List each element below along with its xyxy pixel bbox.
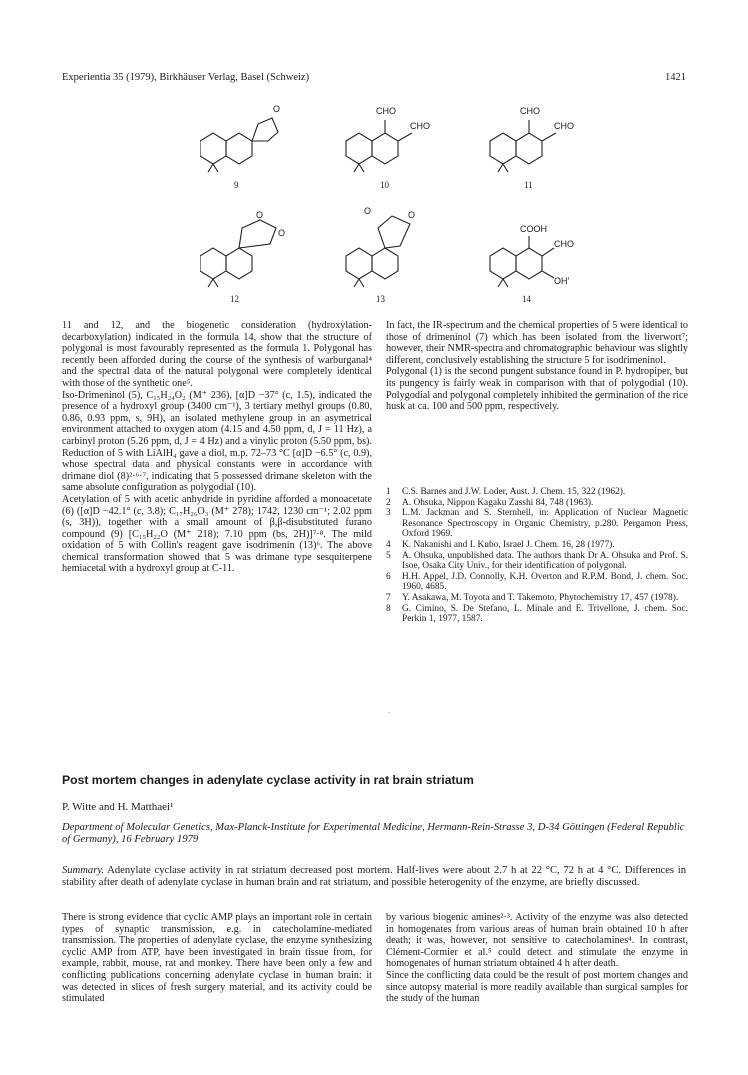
reference-item: 5 A. Ohsuka, unpublished data. The authors thank Dr A. Ohsuka and Prof. S. Isoe, Osaka City Univ., for their identification of polygonal. — [386, 550, 688, 572]
reference-item: 1 C.S. Barnes and J.W. Loder, Aust. J. Chem. 15, 322 (1962). — [386, 487, 626, 497]
structure-14 — [490, 224, 574, 304]
compound-label-11: 11 — [524, 180, 533, 190]
atom-label: CHO — [554, 239, 574, 249]
body-paragraph: In fact, the IR-spectrum and the chemical properties of 5 were identical to those of drimeninol (7) which has been isolated from the liverwort⁷; however, their NMR-spectra and chromatographic behaviour was slightly different, conclusively establishing the structure 5 for isodrimeninol. Polygonal (1) is the second pungent substance found in P. hydropiper, but its pungency is fairly weak in comparison with that of polygodial (10). Polygodial and polygonal completely inhibited the germination of the rice husk at ca. 100 and 500 ppm, respectively. — [386, 320, 688, 413]
atom-label: CHO — [410, 121, 430, 131]
atom-label: CHO — [554, 121, 574, 131]
article-authors: P. Witte and H. Matthaei¹ — [62, 801, 174, 813]
body-paragraph: by various biogenic amines²·³. Activity of the enzyme was also detected in homogenates from various areas of human brain obtained 10 h after death; it was, however, not sensitive to catecholamines⁴. In contrast, Clément-Cormier et al.⁵ could detect and stimulate the enzyme in homogenates of human striatum obtained 4 h after death. Since the conflicting data could be the result of post mortem changes and since autopsy material is more readily available than surgical samples for the study of the human — [386, 912, 688, 1005]
reference-list — [386, 487, 688, 625]
compound-label-13: 13 — [376, 294, 385, 304]
atom-label: O — [408, 210, 416, 220]
structure-11 — [490, 106, 574, 190]
atom-label: COOH — [520, 224, 547, 234]
page-number: 1421 — [665, 72, 686, 83]
chemical-structures — [200, 96, 600, 306]
atom-label: O — [364, 206, 372, 216]
structure-9 — [200, 104, 280, 190]
summary-label: Summary. — [62, 865, 105, 876]
reference-item: 6 H.H. Appel, J.D. Connolly, K.H. Overton and R.P.M. Bond, J. chem. Soc. 1960, 4685. — [386, 571, 688, 593]
body-text-column — [62, 320, 372, 575]
body-text-column — [62, 912, 372, 1005]
reference-item: 3 L.M. Jackman and S. Sternhell, in: Application of Nuclear Magnetic Resonance Spectroscopy in Organic Chemistry, p.280. Pergamon Press, Oxford 1969. — [386, 508, 688, 540]
body-paragraph: There is strong evidence that cyclic AMP plays an important role in certain types of synaptic transmission, e.g. in catecholamine-mediated transmission. The properties of adenylate cyclase, the enzyme synthesizing cyclic AMP from ATP, have been investigated in brain tissue from, for example, rabbit, mouse, rat and monkey. There have been only a few and conflicting publications concerning adenylate cyclase in human brain: it was detected in slices of fresh surgery material, and its activity could be stimulated — [62, 912, 372, 1005]
atom-label: CHO — [520, 106, 540, 116]
compound-label-12: 12 — [230, 294, 239, 304]
compound-label-10: 10 — [380, 180, 389, 190]
body-text-column — [386, 320, 688, 413]
atom-label: CHO — [376, 106, 396, 116]
compound-label-9: 9 — [234, 180, 239, 190]
structure-10 — [346, 106, 430, 190]
atom-label: O — [278, 228, 286, 238]
atom-label: O — [273, 104, 281, 114]
reference-item: 4 K. Nakanishi and I. Kubo, Israel J. Chem. 16, 28 (1977). — [386, 539, 615, 550]
article-title: Post mortem changes in adenylate cyclase activity in rat brain striatum — [62, 773, 474, 787]
reference-item: 7 Y. Asakawa, M. Toyota and T. Takemoto, Phytochemistry 17, 457 (1978). — [386, 592, 679, 603]
summary-text: Adenylate cyclase activity in rat striatum decreased post mortem. Half-lives were about 2.7 h at 22 °C, 72 h at 4 °C. Differences in stability after death of adenylate cyclase in human brain and rat striatum, and possible heterogenity of the enzyme, are briefly discussed. — [62, 865, 686, 889]
structure-13 — [346, 206, 415, 304]
running-header: Experientia 35 (1979), Birkhäuser Verlag, Basel (Schweiz) — [62, 72, 310, 83]
atom-label: OH' — [554, 276, 570, 286]
reference-item: 8 G. Cimino, S. De Stefano, L. Minale and E. Trivellone, J. chem. Soc. Perkin 1, 1977, 1587. — [386, 603, 688, 625]
structure-12 — [200, 210, 285, 304]
body-text-column — [386, 912, 688, 1005]
section-separator: - — [388, 708, 391, 717]
body-paragraph: 11 and 12, and the biogenetic consideration (hydroxylation-decarboxylation) indicated in the formula 14, show that the structure of polygonal is most favourably represented as the formula 1. Polygonal has recently been afforded during the course of the synthesis of warburganal⁴ and the spectral data of the natural polygonal were completely identical with those of the synthetic one⁵. Iso-Drimeninol (5), C₁₅H₂₄O₂ (M⁺ 236), [α]D −37° (c, 1.5), indicated the presence of a hydroxyl group (3400 cm⁻¹), 3 tertiary methyl groups (0.80, 0.86, 0.93 ppm, s, 9H), an isolated methylene group in an asymetrical environment attached to oxygen atom (4.15 and 4.50 ppm, d, J = 11 Hz), a carbinyl proton (5.26 ppm, d, J = 4 Hz) and a vinylic proton (5.50 ppm, bs). Reduction of 5 with LiAlH₄ gave a diol, m.p. 72–73 °C [α]D −6.5° (c, 0.9), whose spectral data and physical constants were in accordance with drimane diol (8)²·⁶·⁷, indicating that 5 possessed drimane skeleton with the same absolute configuration as polygodial (10). Acetylation of 5 with acetic anhydride in pyridine afforded a monoacetate (6) ([α]D −42.1° (c, 3.8); C₁₇H₂₆O₃ (M⁺ 278); 1742, 1230 cm⁻¹; 2.02 ppm (s, 3H)), together with a small amount of β,β-disubstituted furano compound (9) [C₁₅H₂₂O (M⁺ 218); 7.10 ppm (bs, 2H)]⁷·⁸. The mild oxidation of 5 with Collin's reagent gave isodrimenin (13)⁶. The above chemical transformation showed that 5 was drimane type sesquiterpene hemiacetal with a hydroxyl group at C-11. — [62, 320, 372, 575]
article-summary — [62, 865, 686, 890]
atom-label: O — [256, 210, 264, 220]
references — [386, 487, 688, 625]
compound-label-14: 14 — [522, 294, 531, 304]
article-affiliation: Department of Molecular Genetics, Max-Planck-Institute for Experimental Medicine, Hermann-Rein-Strasse 3, D-34 Göttingen (Federal Republic of Germany), 16 February 1979 — [62, 822, 685, 846]
reference-item: 2 A. Ohsuka, Nippon Kagaku Zasshi 84, 748 (1963). — [386, 497, 594, 508]
